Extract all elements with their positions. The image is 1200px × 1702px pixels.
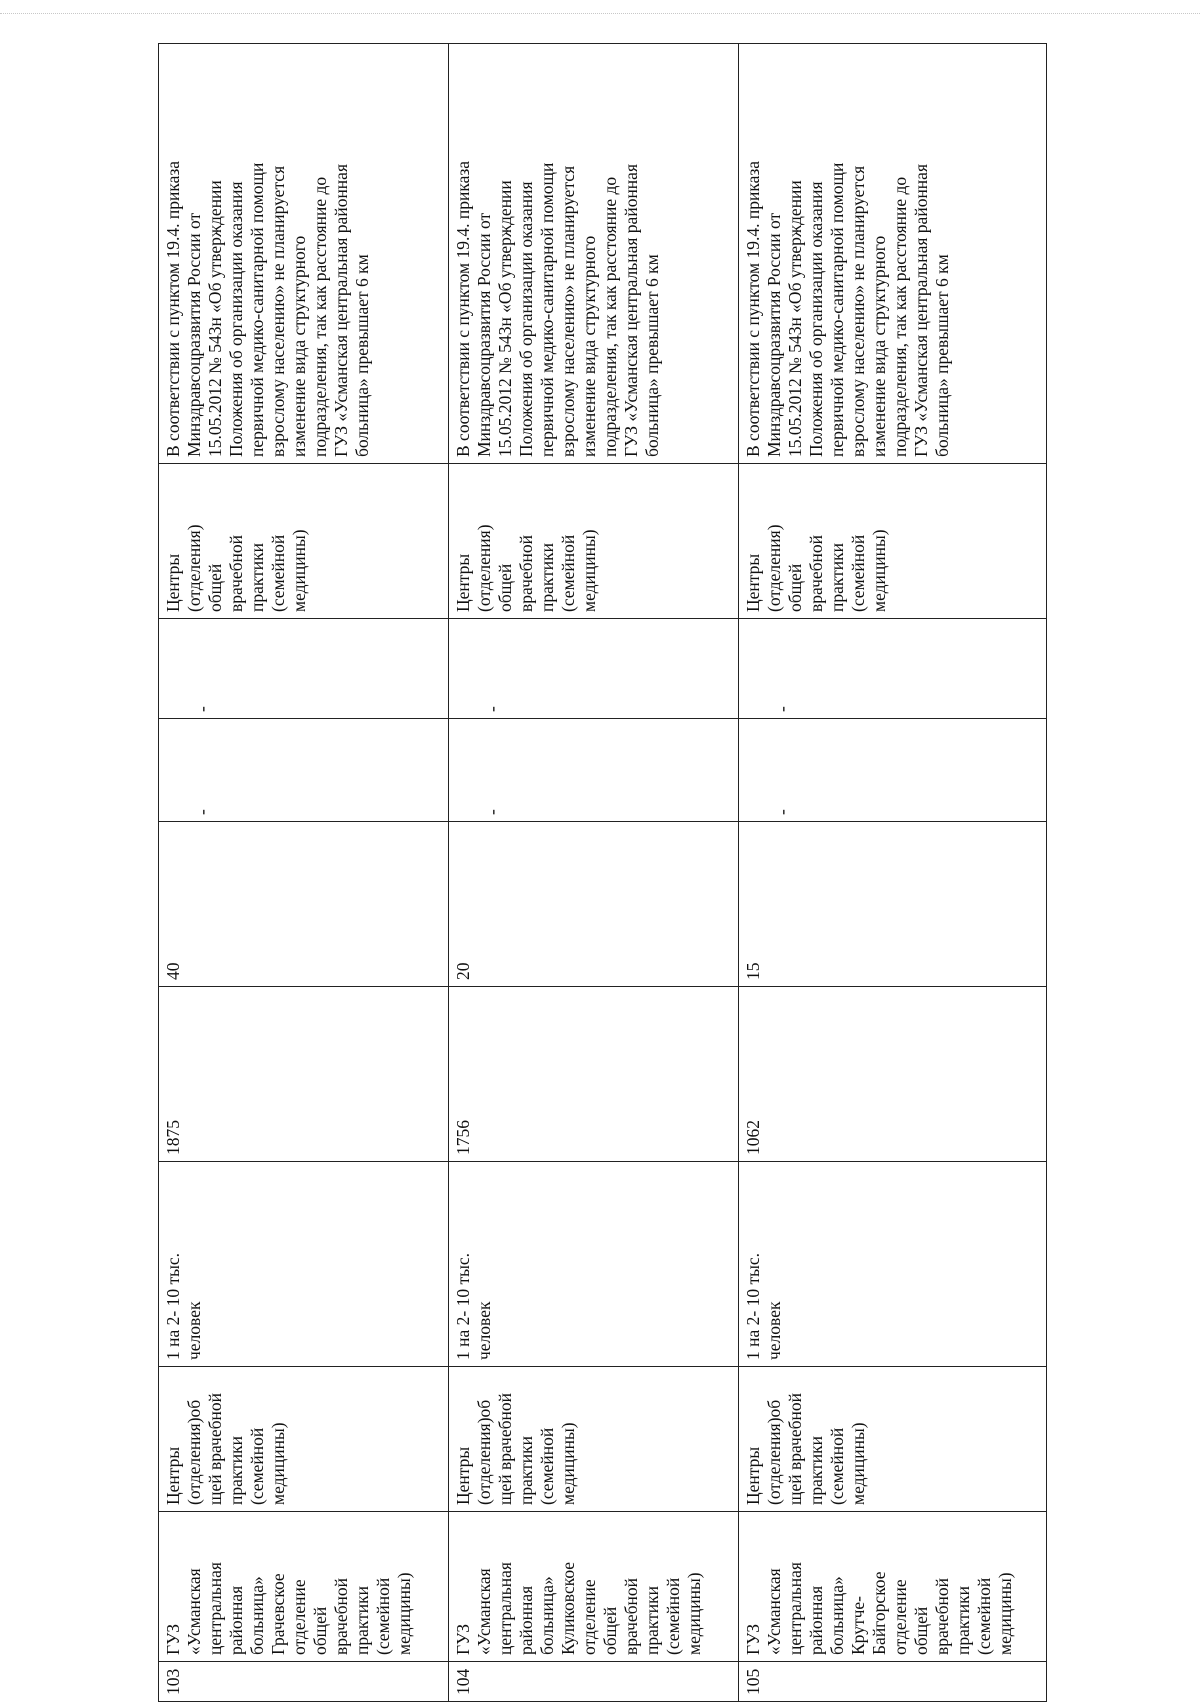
cell-number: 105	[739, 1662, 1047, 1702]
cell-number: 104	[449, 1662, 739, 1702]
cell-number: 103	[159, 1662, 449, 1702]
table-body	[159, 44, 1047, 1702]
cell-col6: -	[159, 719, 449, 822]
cell-organization: ГУЗ «Усманская центральная районная больница» Крутче- Байгорское отделение общей врачебной практики (семейной медицины)	[739, 1512, 1047, 1662]
cell-unit-type: Центры (отделения)об щей врачебной практики (семейной медицины)	[449, 1367, 739, 1512]
cell-organization: ГУЗ «Усманская центральная районная больница» Грачевское отделение общей врачебной практики (семейной медицины)	[159, 1512, 449, 1662]
page-top-border	[0, 13, 1200, 14]
cell-comment: В соответствии с пунктом 19.4. приказа Минздравсоцразвития России от 15.05.2012 № 543н «Об утверждении Положения об организации оказания первичной медико-санитарной помощи взрослому населению» не планируется изменение вида структурного подразделения, так как расстояние до ГУЗ «Усманская центральная районная больница» превышает 6 км	[739, 44, 1047, 464]
table-row	[739, 44, 1047, 1702]
cell-population: 1756	[449, 987, 739, 1162]
cell-unit-type: Центры (отделения)об щей врачебной практики (семейной медицины)	[159, 1367, 449, 1512]
cell-value: 20	[449, 822, 739, 987]
cell-population: 1062	[739, 987, 1047, 1162]
cell-col7: -	[449, 619, 739, 719]
cell-col6: -	[739, 719, 1047, 822]
cell-unit-type: Центры (отделения)об щей врачебной практики (семейной медицины)	[739, 1367, 1047, 1512]
cell-proposed-type: Центры (отделения) общей врачебной практики (семейной медицины)	[449, 464, 739, 619]
cell-value: 15	[739, 822, 1047, 987]
rotated-table-container	[158, 44, 1046, 1702]
table-row	[159, 44, 449, 1702]
cell-comment: В соответствии с пунктом 19.4. приказа Минздравсоцразвития России от 15.05.2012 № 543н «Об утверждении Положения об организации оказания первичной медико-санитарной помощи взрослому населению» не планируется изменение вида структурного подразделения, так как расстояние до ГУЗ «Усманская центральная районная больница» превышает 6 км	[159, 44, 449, 464]
cell-norm: 1 на 2- 10 тыс. человек	[739, 1162, 1047, 1367]
cell-norm: 1 на 2- 10 тыс. человек	[449, 1162, 739, 1367]
cell-norm: 1 на 2- 10 тыс. человек	[159, 1162, 449, 1367]
table-row	[449, 44, 739, 1702]
cell-proposed-type: Центры (отделения) общей врачебной практики (семейной медицины)	[159, 464, 449, 619]
cell-population: 1875	[159, 987, 449, 1162]
cell-col7: -	[739, 619, 1047, 719]
facilities-table	[158, 43, 1047, 1702]
cell-comment: В соответствии с пунктом 19.4. приказа Минздравсоцразвития России от 15.05.2012 № 543н «Об утверждении Положения об организации оказания первичной медико-санитарной помощи взрослому населению» не планируется изменение вида структурного подразделения, так как расстояние до ГУЗ «Усманская центральная районная больница» превышает 6 км	[449, 44, 739, 464]
cell-col7: -	[159, 619, 449, 719]
cell-value: 40	[159, 822, 449, 987]
cell-proposed-type: Центры (отделения) общей врачебной практики (семейной медицины)	[739, 464, 1047, 619]
cell-organization: ГУЗ «Усманская центральная районная больница» Куликовское отделение общей врачебной практики (семейной медицины)	[449, 1512, 739, 1662]
cell-col6: -	[449, 719, 739, 822]
